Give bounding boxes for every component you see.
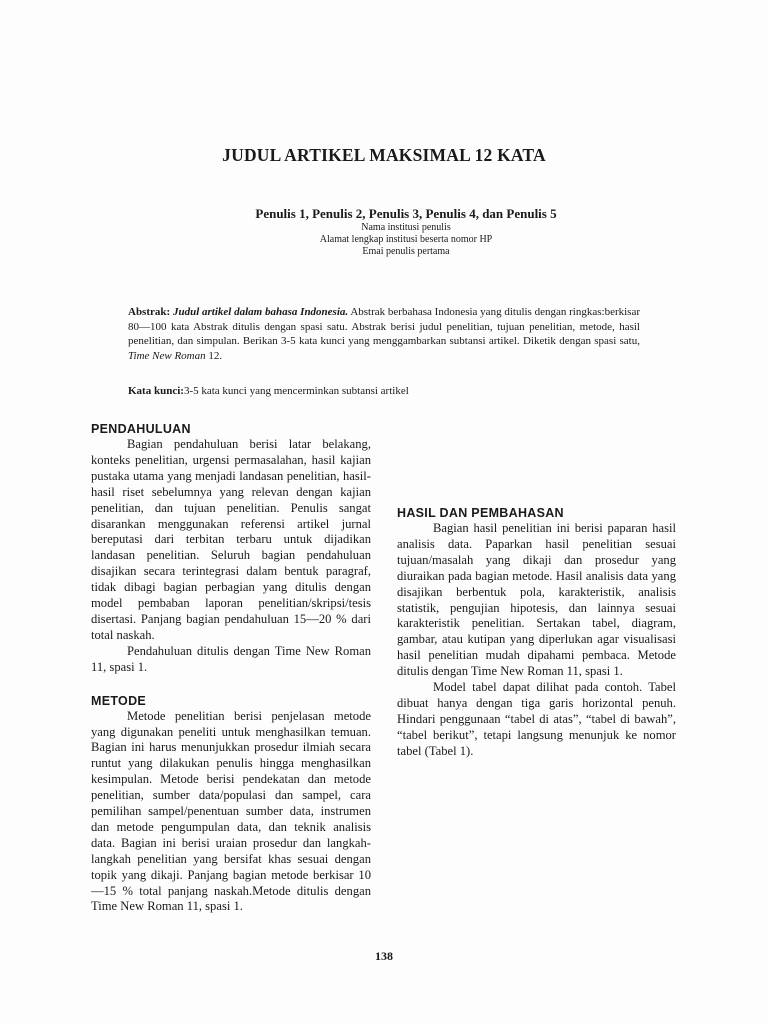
- right-column: [397, 390, 676, 760]
- abstract-title-note: Judul artikel dalam bahasa Indonesia.: [172, 306, 349, 318]
- metode-paragraph-1: Metode penelitian berisi penjelasan metode yang digunakan peneliti untuk menghasilkan temuan. Bagian ini harus menunjukkan prosedur ilmiah secara runtut yang dilakukan penulis hingga menghasilkan kesimpulan. Metode berisi pendekatan dan metode penelitian, sumber data/populasi dan sampel, cara pemilihan sampel/penentuan sumber data, instrumen dan metode pengumpulan data, dan teknik analisis data. Bagian ini berisi uraian prosedur dan langkah-langkah penelitian yang bersifat khas sesuai dengan topik yang dikaji. Panjang bagian metode berkisar 10—15 % total panjang naskah.Metode ditulis dengan Time New Roman 11, spasi 1.: [91, 708, 371, 914]
- abstract-label: Abstrak:: [128, 306, 171, 318]
- abstract-tail: 12.: [205, 349, 223, 362]
- abstract: [128, 305, 640, 363]
- keywords-label: Kata kunci:: [128, 385, 184, 397]
- keywords-text: 3-5 kata kunci yang mencerminkan subtansi artikel: [183, 385, 409, 397]
- author-list: Penulis 1, Penulis 2, Penulis 3, Penulis 4, dan Penulis 5: [255, 206, 557, 221]
- institution-name: Nama institusi penulis: [361, 222, 451, 233]
- abstract-font-note: Time New Roman: [128, 349, 206, 362]
- abstract-body: Abstrak berbahasa Indonesia yang ditulis dengan ringkas:berkisar 80—100 kata Abstrak ditulis dengan spasi satu. Abstrak berisi judul penelitian, tujuan penelitian, metode, hasil penelitian, dan simpulan. Berikan 3-5 kata kunci yang menggambarkan subtansi artikel. Diketik dengan spasi satu,: [128, 306, 641, 347]
- pendahuluan-paragraph-2: Pendahuluan ditulis dengan Time New Roman 11, spasi 1.: [91, 643, 371, 674]
- institution-address: Alamat lengkap institusi beserta nomor HP: [319, 234, 493, 245]
- left-column: [91, 421, 371, 915]
- hasil-paragraph-1: Bagian hasil penelitian ini berisi paparan hasil analisis data. Paparkan hasil penelitian sesuai tujuan/masalah yang dikaji dan prosedur yang diuraikan pada bagian metode. Hasil analisis data yang disajikan berbentuk pola, karakteristik, analisis statistik, pengujian hipotesis, dan lainnya sesuai karakteristik penelitian. Sertakan tabel, diagram, gambar, atau kutipan yang diperlukan agar visualisasi hasil penelitian mudah dipahami pembaca. Metode ditulis dengan Time New Roman 11, spasi 1.: [397, 521, 676, 679]
- hasil-paragraph-2: Model tabel dapat dilihat pada contoh. Tabel dibuat hanya dengan tiga garis horizontal penuh. Hindari penggunaan “tabel di atas”, “tabel di bawah”, “tabel berikut”, tetapi langsung menunjuk ke nomor tabel (Tabel 1).: [397, 680, 676, 758]
- page-number: 138: [375, 949, 393, 963]
- section-heading-metode: METODE: [91, 693, 147, 708]
- pendahuluan-paragraph-1: Bagian pendahuluan berisi latar belakang, konteks penelitian, urgensi permasalahan, hasil kajian pustaka utama yang menjadi landasan penelitian, hasil-hasil riset sebelumnya yang relevan dengan kajian penelitian, dan tujuan penelitian. Penulis sangat disarankan menggunakan referensi artikel jurnal bereputasi dari terbitan terbaru untuk dijadikan landasan penelitian. Seluruh bagian pendahuluan disajikan secara terintegrasi dalam bentuk paragraf, tidak dibagi bagian perbagian yang ditulis dengan model pembaban laporan penelitian/skripsi/tesis disertasi. Panjang bagian pendahuluan 15—20 % dari total naskah.: [91, 437, 371, 642]
- section-heading-pendahuluan: PENDAHULUAN: [91, 422, 191, 436]
- author-email: Emai penulis pertama: [362, 246, 450, 257]
- article-title: JUDUL ARTIKEL MAKSIMAL 12 KATA: [222, 145, 546, 165]
- section-heading-hasil: HASIL DAN PEMBAHASAN: [397, 506, 564, 520]
